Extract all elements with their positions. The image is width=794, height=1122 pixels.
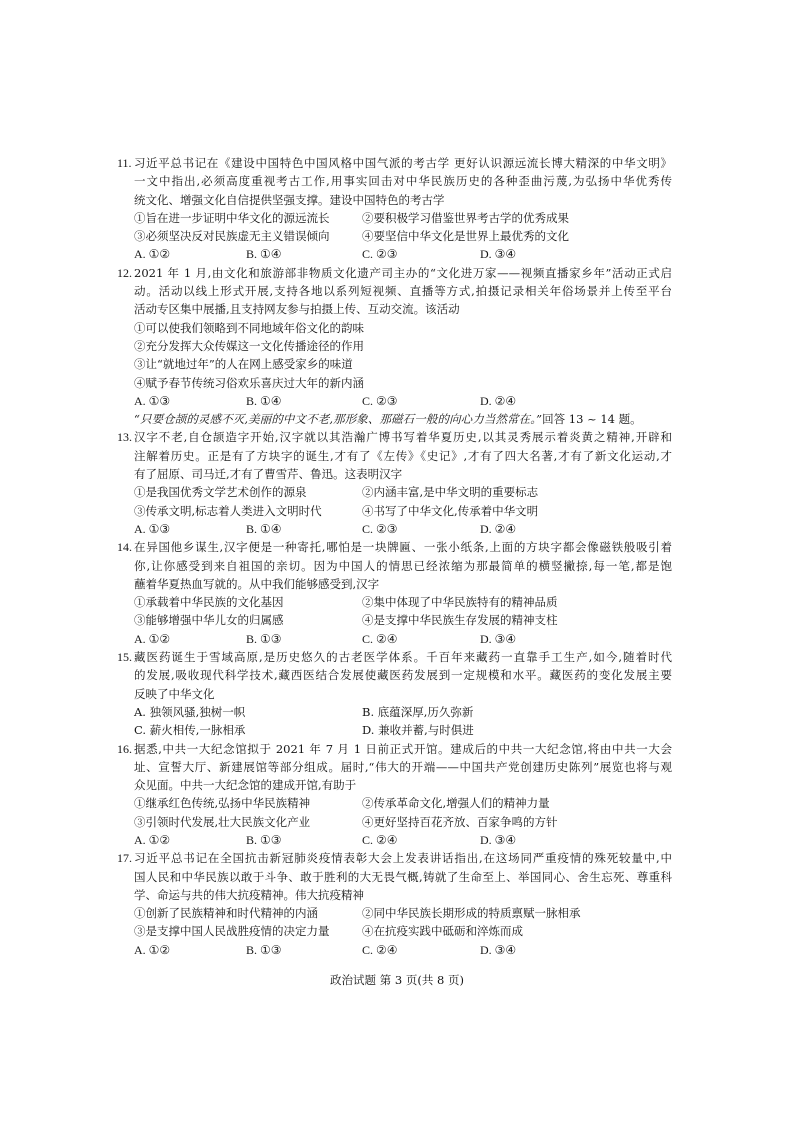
question-stem-line: 据悉,中共一大纪念馆拟于 2021 年 7 月 1 日前正式开馆。建成后的中共一大纪念馆,将由中共一大会 (134, 741, 672, 756)
statement-option: ②传承革命文化,增强人们的精神力量 (362, 796, 550, 811)
statement-option: ④是支撑中华民族生存发展的精神支柱 (362, 613, 558, 628)
question-stem-line: 习近平总书记在全国抗击新冠肺炎疫情表彰大会上发表讲话指出,在这场同严重疫情的殊死较量中,中 (134, 851, 672, 866)
statement-options (134, 904, 672, 941)
choice-a: A. ①② (134, 942, 171, 957)
page-footer: 政治试题 第 3 页(共 8 页) (330, 973, 464, 987)
choice-c: C. 薪火相传,一脉相承 (134, 723, 246, 738)
choice-c: C. ②③ (362, 247, 398, 262)
question-stem-line: 有了屈原、司马迁,才有了曹雪芹、鲁迅。这表明汉字 (134, 467, 403, 482)
statement-options (134, 209, 672, 246)
choice-b: B. ①③ (246, 942, 282, 957)
question-stem-line: 统文化、增强文化自信提供坚强支撑。建设中国特色的考古学 (134, 192, 445, 207)
statement-option: ①承载着中华民族的文化基因 (134, 595, 284, 610)
question-stem-line: 国人民和中华民族以敢于斗争、敢于胜利的大无畏气概,铸就了生命至上、举国同心、舍生忘死、尊重科 (134, 869, 672, 884)
statement-option: ④赋予春节传统习俗欢乐喜庆过大年的新内涵 (134, 375, 364, 390)
choice-b: B. ①③ (246, 631, 282, 646)
choice-d: D. ③④ (480, 832, 517, 847)
choice-b: B. ①④ (246, 521, 282, 536)
choice-c: C. ②④ (362, 942, 398, 957)
statement-option: ④书写了中华文化,传承着中华文明 (362, 503, 539, 518)
question-stem-line: 动。活动以线上形式开展,支持各地以系列短视频、直播等方式,拍摄记录相关年俗场景并上传至平台 (134, 284, 672, 299)
statement-options (134, 319, 672, 392)
choice-d: D. ②④ (480, 521, 517, 536)
answer-choices (134, 941, 672, 959)
question-stem-line: 活动专区集中展播,且支持网友参与拍摄上传、互动交流。该活动 (134, 302, 460, 317)
choice-a: A. ①② (134, 832, 171, 847)
choice-a: A. ①③ (134, 521, 171, 536)
choice-c: C. ②④ (362, 832, 398, 847)
question-stem-line: 学、命运与共的伟大抗疫精神。伟大抗疫精神 (134, 887, 364, 902)
question-14 (117, 538, 672, 648)
statement-option: ②要积极学习借鉴世界考古学的优秀成果 (362, 210, 569, 225)
statement-option: ③是支撑中国人民战胜疫情的决定力量 (134, 924, 330, 939)
question-number: 14. (117, 540, 132, 555)
statement-option: ①继承红色传统,弘扬中华民族精神 (134, 796, 311, 811)
question-stem-line: 反映了中华文化 (134, 686, 215, 701)
answer-choices (134, 703, 672, 740)
shared-stem-quote: “只要仓颉的灵感不灭,美丽的中文不老,那形象、那磁石一般的向心力当然常在。” (134, 412, 543, 427)
statement-option: ②同中华民族长期形成的特质禀赋一脉相承 (362, 906, 581, 921)
question-stem-line: 蘸着华夏热血写就的。从中我们能够感受到,汉字 (134, 576, 380, 591)
shared-stem-13-14 (117, 410, 672, 428)
shared-stem-instruction: 回答 13 ~ 14 题。 (542, 412, 642, 427)
answer-choices (134, 831, 672, 849)
question-stem-line: 一文中指出,必须高度重视考古工作,用事实回击对中华民族历史的各种歪曲污蔑,为弘扬中华优秀传 (134, 174, 672, 189)
question-15 (117, 648, 672, 739)
question-12 (117, 264, 672, 410)
question-stem-line: 2021 年 1 月,由文化和旅游部非物质文化遗产司主办的“文化进万家——视频直播家乡年”活动正式启 (134, 265, 672, 280)
choice-b: B. ①④ (246, 247, 282, 262)
question-stem-line: 在异国他乡谋生,汉字便是一种寄托,哪怕是一块牌匾、一张小纸条,上面的方块字都会像磁铁般吸引着 (134, 540, 672, 555)
answer-choices (134, 392, 672, 410)
statement-option: ④要坚信中华文化是世界上最优秀的文化 (362, 229, 569, 244)
question-stem-line: 众见面。中共一大纪念馆的建成开馆,有助于 (134, 778, 357, 793)
choice-a: A. ①③ (134, 393, 171, 408)
question-stem-line: 的发展,吸收现代科学技术,藏西医结合发展使藏医药发展到一定规模和水平。藏医药的变化发展主要 (134, 668, 672, 683)
statement-option: ②集中体现了中华民族特有的精神品质 (362, 595, 558, 610)
statement-option: ①旨在进一步证明中华文化的源远流长 (134, 210, 330, 225)
question-11 (117, 154, 672, 264)
choice-b: B. ①③ (246, 832, 282, 847)
statement-option: ④在抗疫实践中砥砺和淬炼而成 (362, 924, 523, 939)
exam-page-body (117, 154, 672, 959)
question-number: 16. (117, 741, 132, 756)
question-number: 15. (117, 650, 132, 665)
choice-c: C. ②③ (362, 393, 398, 408)
choice-c: C. ②④ (362, 631, 398, 646)
question-stem-line: 址、宣誓大厅、新建展馆等部分组成。届时,“伟大的开端——中国共产党创建历史陈列”展览也将与观 (134, 759, 672, 774)
statement-option: ①创新了民族精神和时代精神的内涵 (134, 906, 318, 921)
answer-choices (134, 245, 672, 263)
statement-options (134, 483, 672, 520)
statement-option: ③必须坚决反对民族虚无主义错误倾向 (134, 229, 330, 244)
question-stem-line: 藏医药诞生于雪域高原,是历史悠久的古老医学体系。千百年来藏药一直靠手工生产,如今,随着时代 (134, 650, 672, 665)
question-stem-line: 习近平总书记在《建设中国特色中国风格中国气派的考古学 更好认识源远流长博大精深的中华文明》 (134, 156, 672, 170)
statement-option: ②内涵丰富,是中华文明的重要标志 (362, 485, 539, 500)
question-number: 17. (117, 851, 132, 866)
question-stem-line: 你,让你感受到来自祖国的亲切。因为中国人的情思已经浓缩为那最简单的横竖撇捺,每一笔,都是饱 (134, 558, 672, 573)
choice-d: D. ③④ (480, 247, 517, 262)
statement-options (134, 593, 672, 630)
choice-d: D. ③④ (480, 631, 517, 646)
answer-choices (134, 520, 672, 538)
choice-d: D. ②④ (480, 393, 517, 408)
question-16 (117, 740, 672, 850)
statement-option: ②充分发挥大众传媒这一文化传播途径的作用 (134, 338, 364, 353)
statement-option: ③能够增强中华儿女的归属感 (134, 613, 284, 628)
choice-a: A. 独领风骚,独树一帜 (134, 704, 246, 719)
question-number: 13. (117, 430, 132, 445)
statement-option: ③让“就地过年”的人在网上感受家乡的味道 (134, 357, 353, 372)
answer-choices (134, 630, 672, 648)
statement-options (134, 794, 672, 831)
statement-option: ①可以使我们领略到不同地域年俗文化的韵味 (134, 320, 364, 335)
statement-option: ③引领时代发展,壮大民族文化产业 (134, 814, 311, 829)
question-17 (117, 849, 672, 959)
question-13 (117, 428, 672, 538)
choice-a: A. ①② (134, 631, 171, 646)
question-stem-line: 注解着历史。正是有了方块字的诞生,才有了《左传》《史记》,才有了四大名著,才有了新文化运动,才 (134, 448, 672, 463)
choice-b: B. 底蕴深厚,历久弥新 (362, 704, 474, 719)
choice-a: A. ①② (134, 247, 171, 262)
statement-option: ④更好坚持百花齐放、百家争鸣的方针 (362, 814, 558, 829)
choice-b: B. ①④ (246, 393, 282, 408)
choice-c: C. ②③ (362, 521, 398, 536)
statement-option: ③传承文明,标志着人类进入文明时代 (134, 503, 322, 518)
choice-d: D. ③④ (480, 942, 517, 957)
question-number: 11. (117, 156, 132, 170)
choice-d: D. 兼收并蓄,与时俱进 (362, 723, 474, 738)
question-number: 12. (117, 265, 132, 280)
question-stem-line: 汉字不老,自仓颉造字开始,汉字就以其浩瀚广博书写着华夏历史,以其灵秀展示着炎黄之精神,开辟和 (134, 430, 672, 445)
statement-option: ①是我国优秀文学艺术创作的源泉 (134, 485, 307, 500)
